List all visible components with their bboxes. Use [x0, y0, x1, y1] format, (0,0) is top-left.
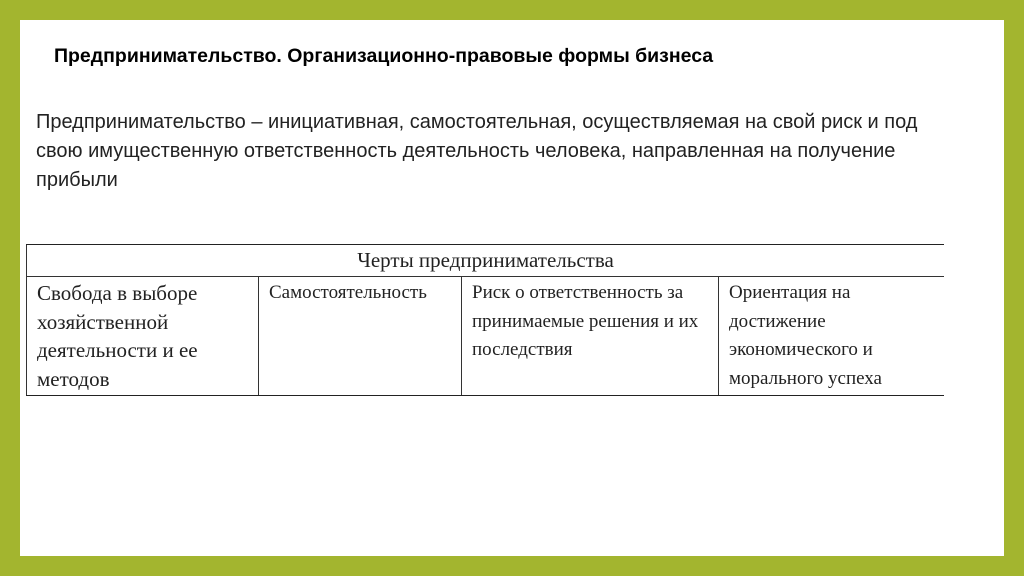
features-table — [26, 244, 944, 396]
table-cell-freedom: Свобода в выборе хозяйственной деятельности и ее методов — [27, 277, 259, 396]
table-header-row — [27, 245, 945, 277]
definition-text: Предпринимательство – инициативная, самостоятельная, осуществляемая на свой риск и под свою имущественную ответственность деятельность человека, направленная на получение прибыли — [36, 111, 918, 191]
slide-title: Предпринимательство. Организационно-правовые формы бизнеса — [54, 45, 714, 67]
table-row — [27, 277, 945, 396]
slide-canvas — [20, 20, 1004, 556]
table-cell-orientation: Ориентация на достижение экономического и морального успеха — [719, 277, 945, 396]
table-cell-independence: Самостоятельность — [259, 277, 462, 396]
table-cell-risk: Риск о ответственность за принимаемые решения и их последствия — [462, 277, 719, 396]
table-header: Черты предпринимательства — [27, 245, 945, 277]
